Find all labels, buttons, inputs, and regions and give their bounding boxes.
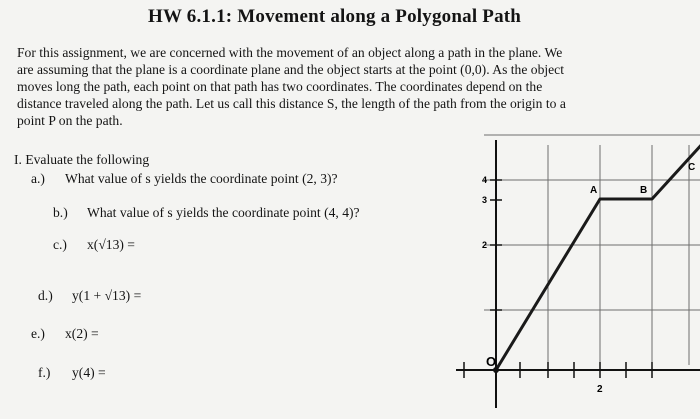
item-text: y(1 + √13) = [72,288,142,303]
point-label-a: A [590,185,598,196]
item-text: y(4) = [72,365,106,380]
question-heading: I. Evaluate the following [14,152,150,167]
intro-line-4: distance traveled along the path. Let us call this distance S, the length of the path from the origin to a [17,96,566,111]
item-label: d.) [38,288,53,303]
point-label-c: C [688,162,696,173]
intro-line-5: point P on the path. [17,113,123,128]
intro-line-3: moves long the path, each point on that path has two coordinates. The coordinates depend on the [17,79,543,94]
y-tick-label-3: 3 [482,195,488,205]
y-tick-label-4: 4 [482,175,488,185]
origin-label: O [486,354,497,369]
item-label: e.) [31,326,45,341]
page-title: HW 6.1.1: Movement along a Polygonal Path [148,6,522,27]
axis-ticks [464,180,652,378]
item-text: x(√13) = [87,237,135,252]
polygonal-path [496,142,700,370]
item-text: What value of s yields the coordinate point (2, 3)? [65,171,338,186]
x-tick-label-2: 2 [597,384,603,395]
item-text: What value of s yields the coordinate point (4, 4)? [87,205,360,220]
intro-line-1: For this assignment, we are concerned with the movement of an object along a path in the plane. We [17,45,563,60]
item-text: x(2) = [65,326,99,341]
item-label: f.) [38,365,51,380]
grid-lines [484,135,700,365]
intro-line-2: are assuming that the plane is a coordinate plane and the object starts at the point (0,0). As the object [17,62,564,77]
item-label: c.) [53,237,67,252]
y-tick-label-2: 2 [482,240,488,250]
item-label: b.) [53,205,68,220]
point-label-b: B [640,185,648,196]
item-label: a.) [31,171,45,186]
